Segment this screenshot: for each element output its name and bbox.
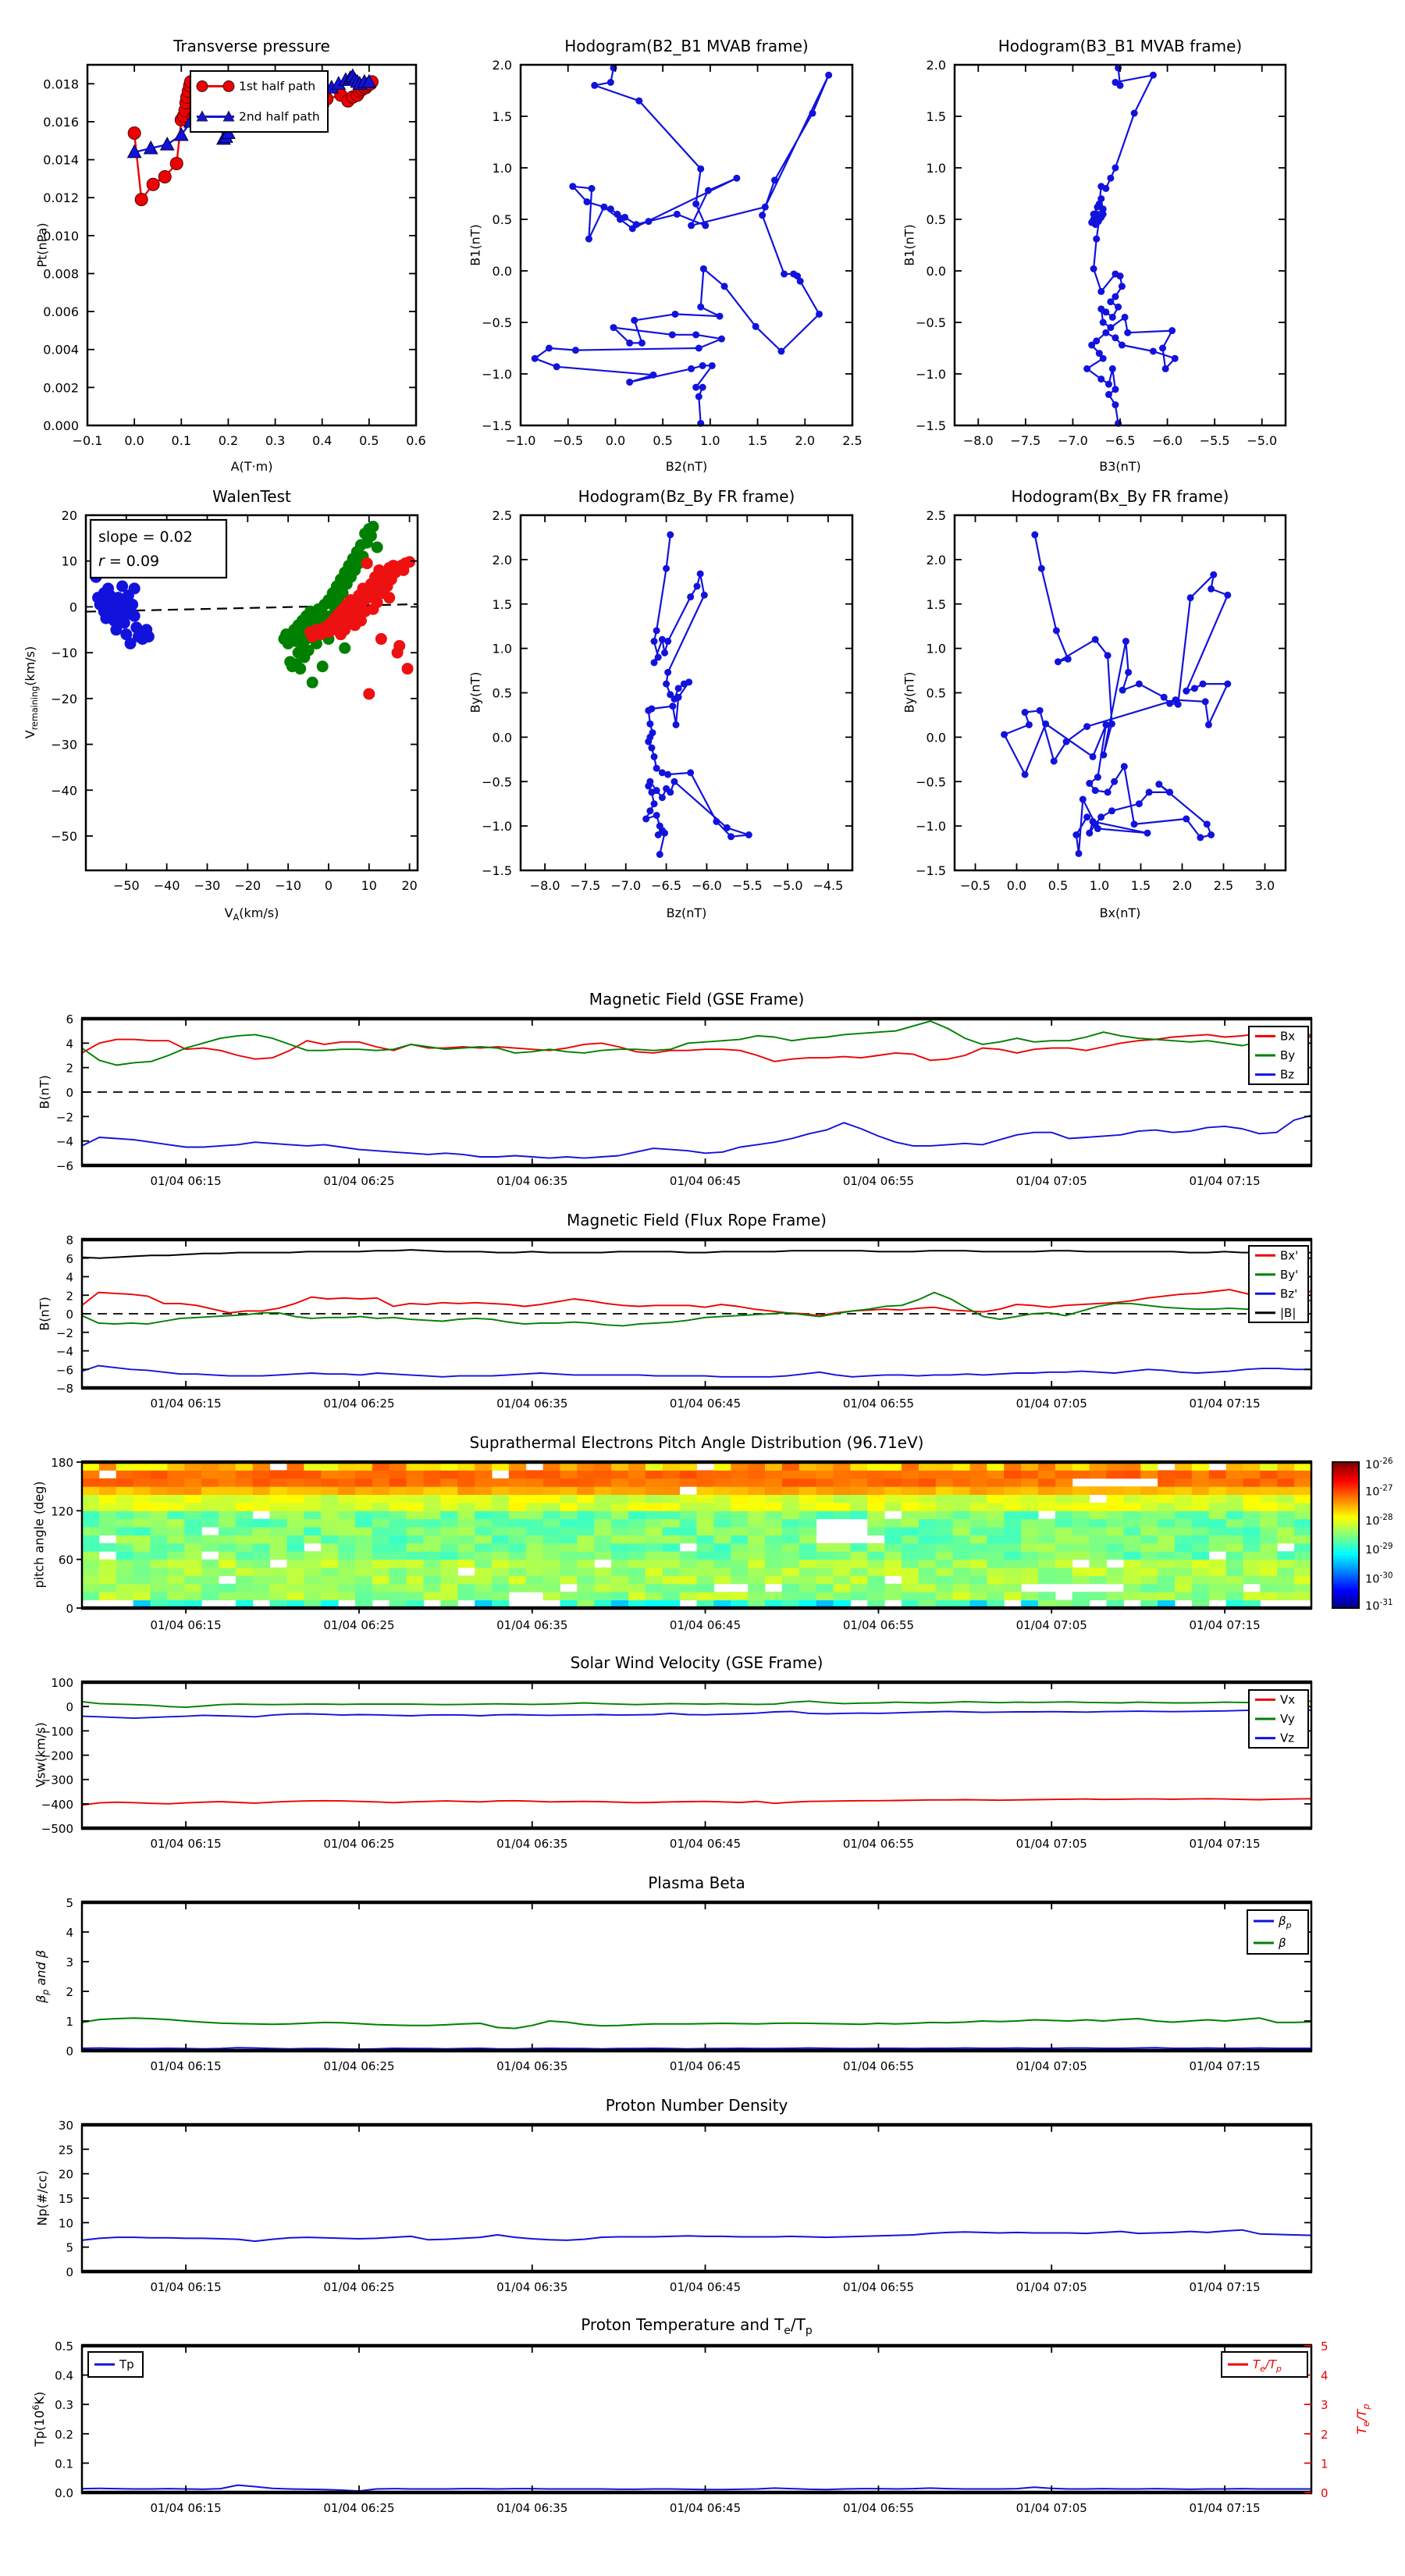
pitch-angle-heatmap [51,1456,1393,1632]
svg-text:−1.0: −1.0 [482,367,512,382]
y-axis-label-hodo21: B1(nT) [468,224,483,266]
svg-text:6: 6 [66,1251,73,1266]
svg-text:4: 4 [66,1037,73,1051]
svg-text:01/04 07:05: 01/04 07:05 [1016,1174,1087,1188]
svg-text:3.0: 3.0 [1254,878,1275,893]
svg-text:01/04 06:25: 01/04 06:25 [323,1837,395,1851]
svg-text:2.5: 2.5 [1213,878,1234,893]
svg-text:−4: −4 [55,1344,73,1359]
svg-text:1: 1 [1321,2457,1329,2471]
svg-text:0: 0 [69,600,77,615]
svg-text:01/04 06:35: 01/04 06:35 [496,1397,568,1411]
x-axis-label-hodozy: Bz(nT) [666,906,707,920]
proton-temperature-plot [55,2339,1329,2515]
svg-text:Vy: Vy [1280,1712,1295,1726]
svg-text:1: 1 [66,2015,73,2029]
svg-text:01/04 06:35: 01/04 06:35 [496,1618,568,1632]
svg-text:2.0: 2.0 [492,552,512,568]
svg-text:01/04 06:55: 01/04 06:55 [842,2059,915,2073]
svg-text:0.5: 0.5 [492,212,512,227]
y-axis-label-tp: $Tp(10^6K)$ [30,2391,48,2447]
svg-text:01/04 07:15: 01/04 07:15 [1189,1397,1261,1411]
svg-text:01/04 07:15: 01/04 07:15 [1189,2501,1261,2515]
svg-text:−0.5: −0.5 [482,315,512,330]
svg-text:5: 5 [66,2240,73,2255]
svg-text:01/04 06:35: 01/04 06:35 [496,1837,568,1851]
svg-text:0.1: 0.1 [55,2457,73,2471]
svg-text:Te/Tp: $T_e/T_p$ [1253,2357,1282,2374]
svg-text:−0.5: −0.5 [960,878,991,893]
y-axis-label-hodoxy: By(nT) [902,671,917,713]
svg-text:01/04 06:25: 01/04 06:25 [323,2059,395,2073]
svg-text:0: 0 [1321,2486,1329,2500]
svg-text:1.5: 1.5 [492,109,512,124]
svg-text:01/04 06:45: 01/04 06:45 [669,2059,742,2073]
svg-text:−8.0: −8.0 [962,433,994,448]
svg-text:0.0: 0.0 [124,433,144,448]
svg-text:01/04 06:15: 01/04 06:15 [150,1837,222,1851]
svg-text:0.5: 0.5 [1048,878,1069,893]
svg-text:2.0: 2.0 [795,433,816,448]
panel-title-magnetic-field-gse: Magnetic Field (GSE Frame) [589,990,805,1009]
svg-text:βp: $\beta_p$ [1279,1914,1292,1930]
svg-text:01/04 06:15: 01/04 06:15 [150,1174,222,1188]
svg-text:2nd half path: 2nd half path [239,109,320,124]
svg-text:20: 20 [401,878,418,893]
svg-text:01/04 06:25: 01/04 06:25 [323,2280,395,2294]
svg-text:β: β [1279,1936,1286,1950]
panel-title-hodogram-bzby: Hodogram(Bz_By FR frame) [578,487,795,506]
y-axis-label-vsw: Vsw(km/s) [33,1722,48,1788]
svg-text:20: 20 [61,508,77,523]
svg-text:−300: −300 [41,1773,73,1788]
svg-text:1.0: 1.0 [926,641,946,656]
hodogram-b2b1-plot [482,58,863,448]
svg-text:01/04 07:05: 01/04 07:05 [1016,1618,1087,1632]
svg-text:−0.1: −0.1 [72,433,103,448]
svg-text:0.0: 0.0 [926,264,946,279]
svg-text:01/04 06:35: 01/04 06:35 [496,1174,568,1188]
svg-text:0.000: 0.000 [43,418,79,433]
svg-text:01/04 06:55: 01/04 06:55 [842,1618,915,1632]
svg-text:0.004: 0.004 [43,342,79,358]
panel-title-hodogram-bxby: Hodogram(Bx_By FR frame) [1011,487,1229,506]
svg-text:−5.0: −5.0 [772,878,803,893]
svg-text:−6.0: −6.0 [1152,433,1183,448]
svg-text:−20: −20 [234,878,261,893]
y-axis-label-pad: pitch angle (deg) [31,1481,47,1589]
y-axis-label-beta: $\beta_p$ and β [33,1950,52,2003]
svg-text:−30: −30 [194,878,221,893]
svg-text:30: 30 [58,2119,73,2133]
panel-title-plasma-beta: Plasma Beta [648,1873,745,1892]
svg-text:−2: −2 [55,1110,73,1125]
svg-text:0.0: 0.0 [605,433,626,448]
solar-wind-velocity-plot [41,1676,1311,1851]
svg-text:|B|: |B| [1280,1305,1297,1320]
svg-text:01/04 07:15: 01/04 07:15 [1189,2280,1261,2294]
hodogram-bxby-plot [916,508,1286,893]
svg-text:−40: −40 [51,783,77,799]
svg-text:01/04 06:35: 01/04 06:35 [496,2501,568,2515]
svg-text:2.0: 2.0 [492,58,512,73]
svg-text:−10: −10 [51,646,77,661]
svg-text:1.5: 1.5 [926,109,946,124]
svg-text:−0.5: −0.5 [916,315,946,330]
svg-text:0.0: 0.0 [492,264,512,279]
svg-text:−7.5: −7.5 [1010,433,1041,448]
svg-text:−5.0: −5.0 [1247,433,1278,448]
panel-title-hodogram-b3b1: Hodogram(B3_B1 MVAB frame) [998,37,1243,55]
svg-text:−6: −6 [55,1363,73,1378]
svg-text:−4.5: −4.5 [813,878,844,893]
svg-text:5: 5 [66,1896,73,1910]
svg-text:−10: −10 [275,878,302,893]
panel-title-proton-density: Proton Number Density [605,2096,788,2115]
svg-text:10-26: $10^{-26}$ [1365,1457,1393,1471]
svg-text:−1.5: −1.5 [916,418,946,433]
svg-text:01/04 06:45: 01/04 06:45 [669,2501,742,2515]
svg-text:−40: −40 [153,878,180,893]
svg-text:−30: −30 [51,737,77,753]
svg-text:−5.5: −5.5 [731,878,763,893]
svg-text:01/04 06:45: 01/04 06:45 [669,2280,742,2294]
svg-text:3: 3 [1321,2398,1329,2413]
svg-text:2: 2 [66,1985,73,1999]
svg-text:1.0: 1.0 [1089,878,1110,893]
svg-text:0.5: 0.5 [653,433,673,448]
magnetic-field-gse-plot [55,1012,1311,1188]
svg-text:2.0: 2.0 [1172,878,1193,893]
svg-text:01/04 07:05: 01/04 07:05 [1016,1837,1087,1851]
svg-text:−1.5: −1.5 [482,418,512,433]
svg-text:0.006: 0.006 [43,304,79,320]
walen-test-plot [51,508,418,893]
svg-text:−20: −20 [51,691,77,706]
y-axis-label-tetp-right: $T_e/T_p$ [1353,2403,1372,2435]
svg-text:−4: −4 [55,1134,73,1149]
svg-text:01/04 07:05: 01/04 07:05 [1016,1397,1087,1411]
svg-text:0.5: 0.5 [926,212,946,227]
svg-text:−6.5: −6.5 [1104,433,1136,448]
svg-text:0.008: 0.008 [43,266,79,282]
svg-text:−1.0: −1.0 [482,819,512,834]
magnetic-field-flux-rope-plot [55,1233,1311,1411]
svg-text:01/04 06:45: 01/04 06:45 [669,1837,742,1851]
hodogram-bzby-plot [482,508,852,893]
svg-text:0: 0 [66,2265,73,2279]
svg-text:0.3: 0.3 [265,433,286,448]
svg-text:0: 0 [66,1602,73,1616]
y-axis-label-hodozy: By(nT) [468,671,483,713]
x-axis-label-walen: $V_A(km/s)$ [224,906,279,923]
svg-text:0.2: 0.2 [55,2427,73,2442]
svg-text:3: 3 [66,1955,73,1969]
svg-text:1.0: 1.0 [492,161,512,176]
svg-text:01/04 06:15: 01/04 06:15 [150,1397,222,1411]
svg-text:By': By' [1280,1267,1299,1282]
svg-text:01/04 06:55: 01/04 06:55 [842,2501,915,2515]
svg-text:−100: −100 [41,1724,73,1739]
svg-text:−5.5: −5.5 [1199,433,1230,448]
svg-text:01/04 06:15: 01/04 06:15 [150,1618,222,1632]
svg-text:r = 0.09: r = 0.09 [98,553,160,570]
proton-density-plot [58,2119,1311,2294]
svg-text:Bz': Bz' [1280,1286,1298,1301]
svg-text:01/04 07:15: 01/04 07:15 [1189,1174,1261,1188]
y-axis-label-bgse: B(nT) [37,1075,52,1109]
svg-text:4: 4 [66,1926,73,1940]
svg-text:2: 2 [66,1289,73,1304]
svg-text:10: 10 [58,2216,73,2231]
transverse-pressure-plot [43,65,426,448]
svg-text:−0.5: −0.5 [553,433,584,448]
y-axis-label-np: Np(#/cc) [34,2170,50,2226]
svg-text:−6.5: −6.5 [651,878,682,893]
svg-text:−1.5: −1.5 [482,863,512,878]
svg-text:10-27: $10^{-27}$ [1365,1483,1393,1499]
svg-text:0: 0 [66,1308,73,1322]
svg-text:−2: −2 [55,1325,73,1340]
svg-text:0: 0 [324,878,333,893]
svg-text:10-31: $10^{-31}$ [1365,1598,1393,1613]
svg-text:0.4: 0.4 [311,433,333,448]
svg-text:01/04 06:25: 01/04 06:25 [323,1618,395,1632]
svg-text:0.014: 0.014 [43,152,79,168]
svg-text:slope = 0.02: slope = 0.02 [98,528,193,546]
svg-text:1.5: 1.5 [492,596,512,612]
svg-text:100: 100 [51,1676,73,1690]
svg-text:1.5: 1.5 [747,433,768,448]
svg-text:4: 4 [66,1270,73,1285]
svg-text:20: 20 [58,2167,73,2182]
svg-text:01/04 06:45: 01/04 06:45 [669,1618,742,1632]
svg-text:0.016: 0.016 [43,114,79,130]
panel-title-transverse-pressure: Transverse pressure [173,37,330,55]
svg-text:−8: −8 [55,1382,73,1396]
panel-title-magnetic-field-fr: Magnetic Field (Flux Rope Frame) [567,1211,827,1229]
svg-text:01/04 06:55: 01/04 06:55 [842,1397,915,1411]
svg-text:−500: −500 [41,1822,73,1836]
plasma-beta-plot [66,1896,1311,2073]
svg-text:10-29: $10^{-29}$ [1365,1542,1393,1557]
svg-text:0.0: 0.0 [492,730,512,745]
x-axis-label-hodo21: B2(nT) [665,459,708,474]
svg-text:−50: −50 [112,878,140,893]
svg-text:01/04 07:05: 01/04 07:05 [1016,2280,1087,2294]
svg-text:2: 2 [1321,2427,1329,2442]
y-axis-label-bfr: B(nT) [37,1297,52,1331]
svg-text:10-28: $10^{-28}$ [1365,1512,1393,1528]
svg-text:2.5: 2.5 [842,433,863,448]
svg-text:01/04 06:25: 01/04 06:25 [323,2501,395,2515]
svg-text:180: 180 [51,1456,73,1470]
svg-text:0.0: 0.0 [1006,878,1027,893]
svg-text:0.5: 0.5 [926,685,946,701]
svg-text:5: 5 [1321,2339,1329,2354]
svg-text:−6: −6 [55,1159,73,1173]
svg-text:2.0: 2.0 [926,552,946,568]
svg-text:0: 0 [66,1086,73,1100]
svg-text:8: 8 [66,1233,73,1247]
svg-text:01/04 06:35: 01/04 06:35 [496,2280,568,2294]
svg-text:01/04 06:25: 01/04 06:25 [323,1174,395,1188]
svg-text:−400: −400 [41,1797,73,1812]
hodogram-b3b1-plot [916,58,1286,448]
svg-text:0.3: 0.3 [55,2398,73,2413]
svg-text:−8.0: −8.0 [529,878,560,893]
svg-text:01/04 06:45: 01/04 06:45 [669,1397,742,1411]
svg-text:60: 60 [58,1553,73,1567]
y-axis-label-walen: $V_{remaining}(km/s)$ [22,646,41,739]
panel-title-proton-temperature: Proton Temperature and $T_e/T_p$ [581,2315,813,2337]
svg-text:0.002: 0.002 [43,380,79,396]
svg-text:01/04 06:15: 01/04 06:15 [150,2059,222,2073]
svg-text:−7.5: −7.5 [570,878,601,893]
svg-text:01/04 06:45: 01/04 06:45 [669,1174,742,1188]
svg-text:−6.0: −6.0 [691,878,722,893]
svg-text:Tp: Tp [119,2357,134,2371]
svg-text:−200: −200 [41,1749,73,1763]
svg-text:2.0: 2.0 [926,58,946,73]
svg-text:−1.5: −1.5 [916,863,946,878]
y-axis-label-hodo31: B1(nT) [902,224,917,266]
svg-text:−0.5: −0.5 [482,774,512,790]
svg-text:0.018: 0.018 [43,76,79,92]
x-axis-label-pt: A(T·m) [230,459,273,474]
svg-text:1.0: 1.0 [492,641,512,656]
svg-text:−0.5: −0.5 [916,774,946,790]
svg-text:0.012: 0.012 [43,190,79,206]
svg-text:Bz: Bz [1280,1067,1295,1082]
svg-text:10-30: $10^{-30}$ [1365,1571,1393,1586]
svg-text:4: 4 [1321,2368,1329,2383]
svg-text:01/04 06:35: 01/04 06:35 [496,2059,568,2073]
svg-text:−50: −50 [51,828,77,844]
svg-text:0.5: 0.5 [359,433,379,448]
svg-text:01/04 07:05: 01/04 07:05 [1016,2059,1087,2073]
svg-text:15: 15 [58,2192,73,2206]
svg-text:Bx: Bx [1280,1029,1296,1044]
svg-text:01/04 06:15: 01/04 06:15 [150,2501,222,2515]
svg-text:−1.0: −1.0 [505,433,536,448]
svg-text:01/04 07:05: 01/04 07:05 [1016,2501,1087,2515]
svg-text:0.5: 0.5 [492,685,512,701]
svg-text:01/04 07:15: 01/04 07:15 [1189,2059,1261,2073]
svg-text:01/04 07:15: 01/04 07:15 [1189,1618,1261,1632]
svg-text:0.0: 0.0 [926,730,946,745]
svg-text:2.5: 2.5 [926,508,946,523]
svg-text:01/04 06:55: 01/04 06:55 [842,2280,915,2294]
x-axis-label-hodo31: B3(nT) [1099,459,1141,474]
svg-text:01/04 07:15: 01/04 07:15 [1189,1837,1261,1851]
svg-text:0: 0 [66,1700,73,1715]
svg-text:6: 6 [66,1012,73,1026]
svg-text:0.0: 0.0 [55,2486,73,2500]
panel-title-walen-test: WalenTest [212,487,291,506]
panel-title-pitch-angle-distribution: Suprathermal Electrons Pitch Angle Distribution (96.71eV) [469,1433,924,1452]
svg-text:10: 10 [61,553,77,569]
svg-text:−1.0: −1.0 [916,819,946,834]
svg-text:01/04 06:55: 01/04 06:55 [842,1174,915,1188]
svg-text:1.0: 1.0 [700,433,720,448]
svg-text:Bx': Bx' [1280,1248,1299,1263]
y-axis-label-pt: Pt(nPa) [34,222,50,268]
x-axis-label-hodoxy: Bx(nT) [1099,906,1141,920]
svg-text:0.1: 0.1 [171,433,192,448]
svg-text:120: 120 [51,1504,73,1519]
svg-text:Vx: Vx [1280,1692,1296,1707]
svg-text:1.0: 1.0 [926,161,946,176]
svg-text:1.5: 1.5 [926,596,946,612]
svg-text:01/04 06:55: 01/04 06:55 [842,1837,915,1851]
svg-text:2.5: 2.5 [492,508,512,523]
svg-text:0.5: 0.5 [55,2339,73,2354]
svg-text:By: By [1280,1048,1296,1062]
svg-text:0: 0 [66,2044,73,2058]
panel-title-solar-wind-velocity: Solar Wind Velocity (GSE Frame) [570,1653,823,1672]
svg-text:−7.0: −7.0 [610,878,642,893]
svg-text:2: 2 [66,1061,73,1076]
svg-text:0.2: 0.2 [218,433,239,448]
svg-text:01/04 06:15: 01/04 06:15 [150,2280,222,2294]
svg-text:−7.0: −7.0 [1057,433,1088,448]
svg-text:−1.0: −1.0 [916,367,946,382]
svg-text:01/04 06:25: 01/04 06:25 [323,1397,395,1411]
svg-text:0.4: 0.4 [55,2368,73,2383]
panel-title-hodogram-b2b1: Hodogram(B2_B1 MVAB frame) [564,37,809,55]
svg-text:1.5: 1.5 [1130,878,1151,893]
svg-text:1st half path: 1st half path [239,79,316,94]
svg-text:0.6: 0.6 [406,433,426,448]
svg-text:25: 25 [58,2143,73,2158]
svg-text:10: 10 [361,878,377,893]
svg-text:Vz: Vz [1280,1731,1295,1745]
svg-text:0.010: 0.010 [43,228,79,244]
